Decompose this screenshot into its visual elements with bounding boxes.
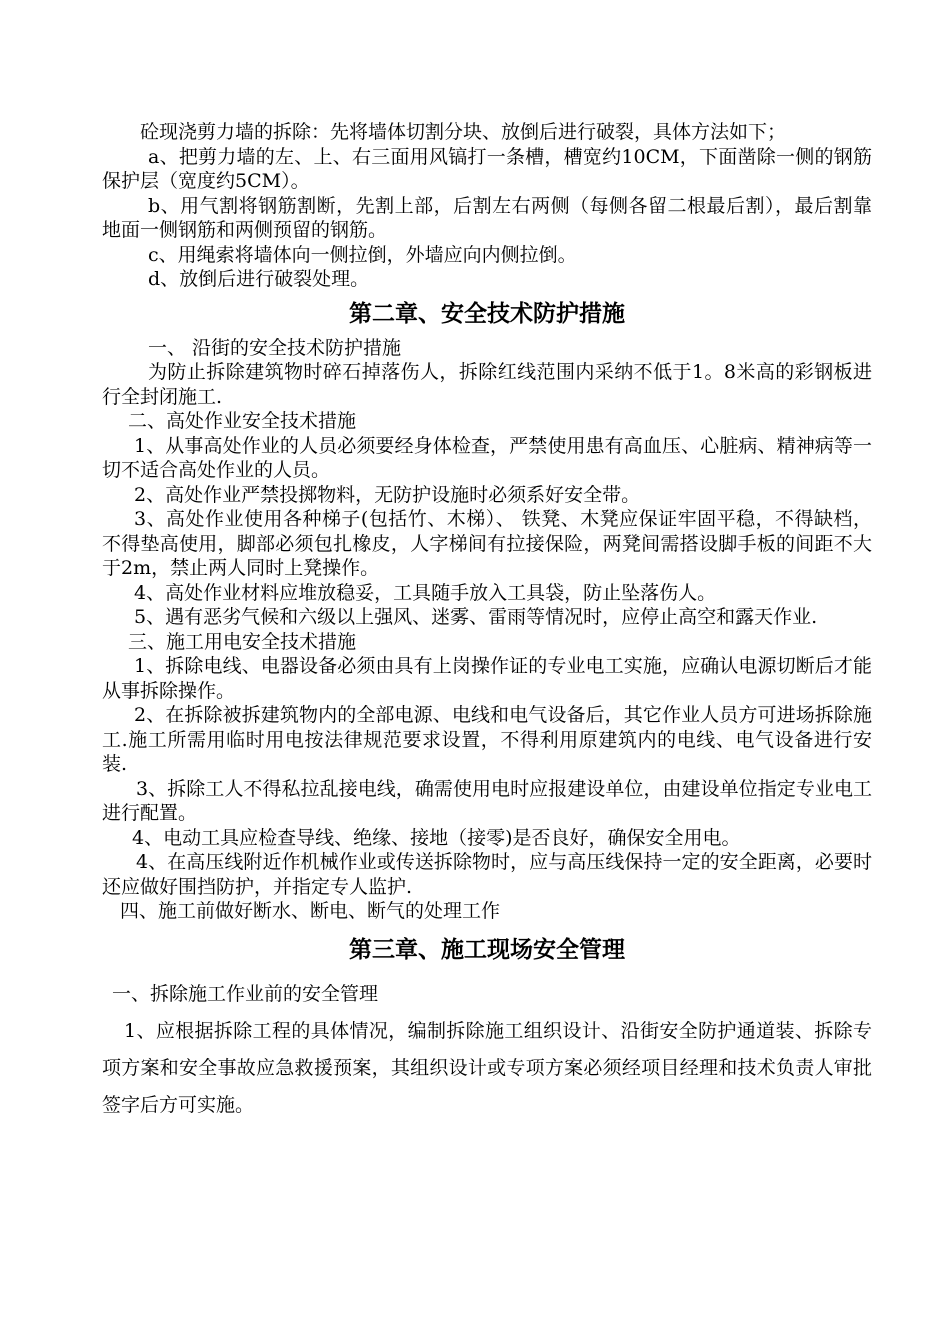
paragraph-step-c: c、用绳索将墙体向一侧拉倒，外墙应向内侧拉倒。 <box>148 243 577 266</box>
paragraph-step-a: a、把剪力墙的左、上、右三面用风镐打一条槽，槽宽约10CM，下面凿除一侧的钢筋保护层（宽度约5CM）。 <box>102 145 872 192</box>
paragraph: 1、应根据拆除工程的具体情况，编制拆除施工组织设计、沿街安全防护通道装、拆除专项方案和安全事故应急救援预案，其组织设计或专项方案必须经项目经理和技术负责人审批签字后方可实施。 <box>102 1019 872 1116</box>
paragraph: 5、遇有恶劣气候和六级以上强风、迷雾、雷雨等情况时，应停止高空和露天作业. <box>134 606 818 628</box>
paragraph: 4、在高压线附近作机械作业或传送拆除物时，应与高压线保持一定的安全距离，必要时还应做好围挡防护，并指定专人监护. <box>102 851 872 898</box>
paragraph: 3、高处作业使用各种梯子(包括竹、木梯）、 铁凳、木凳应保证牢固平稳，不得缺档，不得垫高使用，脚部必须包扎橡皮，人字梯间有拉接保险，两凳间需搭设脚手板的间距不大于2m，禁止两人同时上凳操作。 <box>102 508 872 579</box>
paragraph-step-d: d、放倒后进行破裂处理。 <box>148 268 370 290</box>
section-heading: 三、施工用电安全技术措施 <box>128 630 357 653</box>
document-page <box>102 120 872 1124</box>
section-heading: 一、 沿街的安全技术防护措施 <box>148 336 402 359</box>
paragraph: 2、高处作业严禁投掷物料，无防护设施时必须系好安全带。 <box>134 483 641 506</box>
paragraph: 3、拆除工人不得私拉乱接电线，确需使用电时应报建设单位，由建设单位指定专业电工进行配置。 <box>102 777 872 824</box>
section-heading: 一、拆除施工作业前的安全管理 <box>112 982 379 1005</box>
paragraph-step-b: b、用气割将钢筋割断，先割上部，后割左右两侧（每侧各留二根最后割），最后割靠地面一侧钢筋和两侧预留的钢筋。 <box>102 194 872 241</box>
paragraph: 1、从事高处作业的人员必须要经身体检查，严禁使用患有高血压、心脏病、精神病等一切不适合高处作业的人员。 <box>102 434 872 481</box>
paragraph: 4、高处作业材料应堆放稳妥，工具随手放入工具袋，防止坠落伤人。 <box>134 581 717 604</box>
paragraph: 1、拆除电线、电器设备必须由具有上岗操作证的专业电工实施，应确认电源切断后才能从事拆除操作。 <box>102 655 872 702</box>
paragraph: 4、电动工具应检查导线、绝缘、接地（接零)是否良好，确保安全用电。 <box>132 826 741 849</box>
section-heading: 四、施工前做好断水、断电、断气的处理工作 <box>120 900 501 922</box>
paragraph: 2、在拆除被拆建筑物内的全部电源、电线和电气设备后，其它作业人员方可进场拆除施工.施工所需用临时用电按法律规范要求设置，不得利用原建筑内的电线、电气设备进行安装. <box>102 704 872 775</box>
paragraph-wall-demolition: 砼现浇剪力墙的拆除：先将墙体切割分块、放倒后进行破裂，具体方法如下； <box>140 121 787 143</box>
chapter-3-title: 第三章、施工现场安全管理 <box>349 936 625 963</box>
chapter-2-title: 第二章、安全技术防护措施 <box>349 300 625 327</box>
paragraph: 为防止拆除建筑物时碎石掉落伤人，拆除红线范围内采纳不低于1。8米高的彩钢板进行全封闭施工. <box>102 361 872 408</box>
section-heading: 二、高处作业安全技术措施 <box>128 410 357 432</box>
